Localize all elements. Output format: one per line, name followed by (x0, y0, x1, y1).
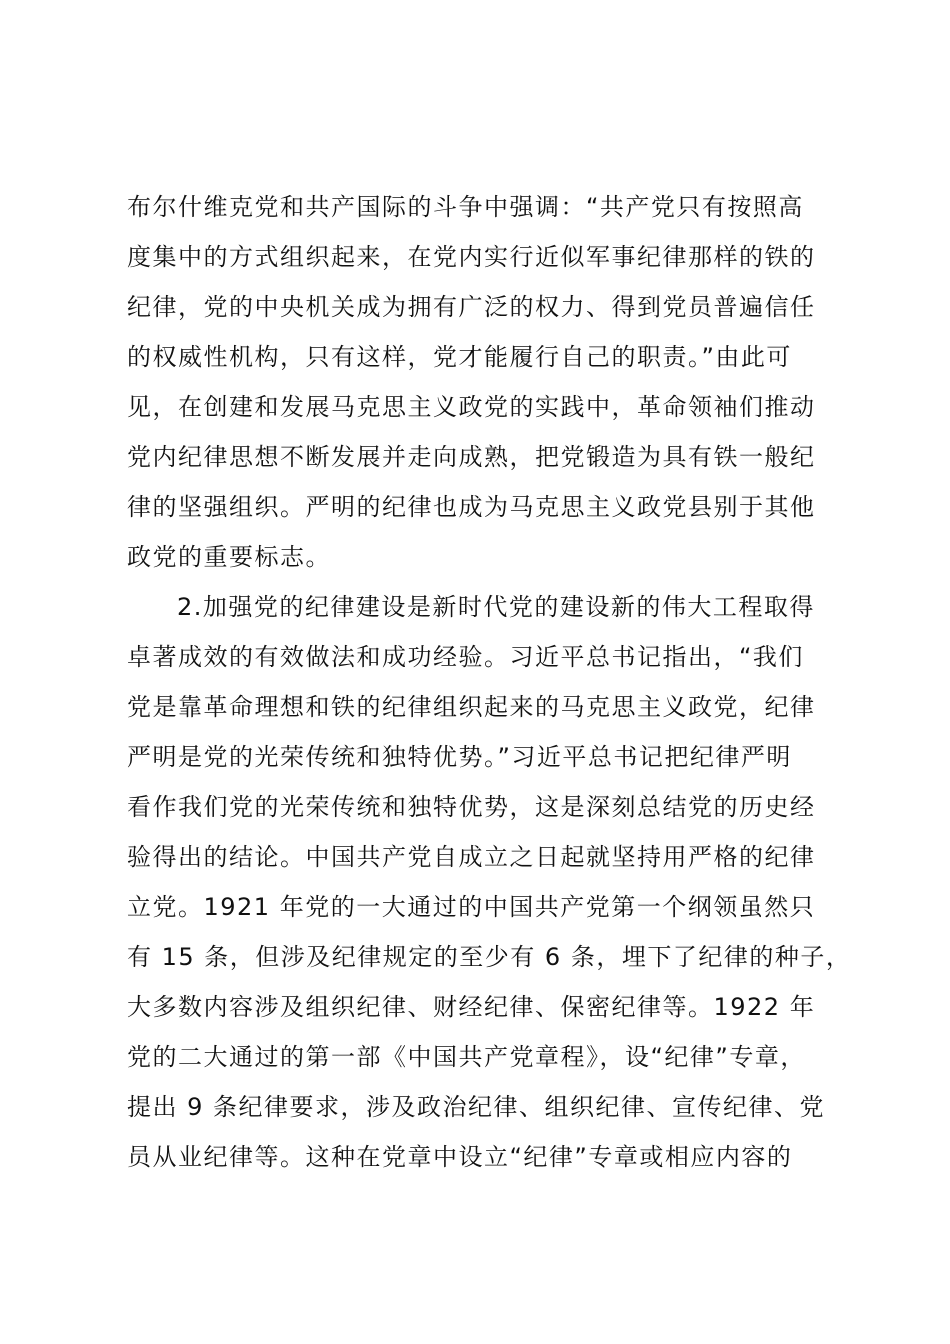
text-line: 的权威性机构，只有这样，党才能履行自己的职责。”由此可 (127, 343, 792, 371)
text-line: 党的二大通过的第一部《中国共产党章程》，设“纪律”专章， (127, 1043, 806, 1071)
text-line: 大多数内容涉及组织纪律、财经纪律、保密纪律等。1922 年 (127, 993, 816, 1021)
text-line: 纪律，党的中央机关成为拥有广泛的权力、得到党员普遍信任 (127, 293, 816, 321)
text-line: 提出 9 条纪律要求，涉及政治纪律、组织纪律、宣传纪律、党 (127, 1093, 826, 1121)
text-line: 布尔什维克党和共产国际的斗争中强调：“共产党只有按照高 (127, 193, 804, 221)
text-line: 验得出的结论。中国共产党自成立之日起就坚持用严格的纪律 (127, 843, 816, 871)
text-line: 员从业纪律等。这种在党章中设立“纪律”专章或相应内容的 (127, 1143, 793, 1171)
text-line: 严明是党的光荣传统和独特优势。”习近平总书记把纪律严明 (127, 743, 792, 771)
text-line: 度集中的方式组织起来，在党内实行近似军事纪律那样的铁的 (127, 243, 816, 271)
text-line: 见，在创建和发展马克思主义政党的实践中，革命领袖们推动 (127, 393, 816, 421)
text-line: 党是靠革命理想和铁的纪律组织起来的马克思主义政党，纪律 (127, 693, 816, 721)
text-line: 政党的重要标志。 (127, 543, 331, 571)
paragraph-start-line: 2.加强党的纪律建设是新时代党的建设新的伟大工程取得 (177, 593, 815, 621)
text-line: 卓著成效的有效做法和成功经验。习近平总书记指出，“我们 (127, 643, 804, 671)
text-line: 立党。1921 年党的一大通过的中国共产党第一个纲领虽然只 (127, 893, 816, 921)
text-line: 律的坚强组织。严明的纪律也成为马克思主义政党县别于其他 (127, 493, 816, 521)
text-line: 看作我们党的光荣传统和独特优势，这是深刻总结党的历史经 (127, 793, 816, 821)
document-body (127, 182, 852, 1182)
text-line: 党内纪律思想不断发展并走向成熟，把党锻造为具有铁一般纪 (127, 443, 816, 471)
text-line: 有 15 条，但涉及纪律规定的至少有 6 条，埋下了纪律的种子， (127, 943, 852, 971)
